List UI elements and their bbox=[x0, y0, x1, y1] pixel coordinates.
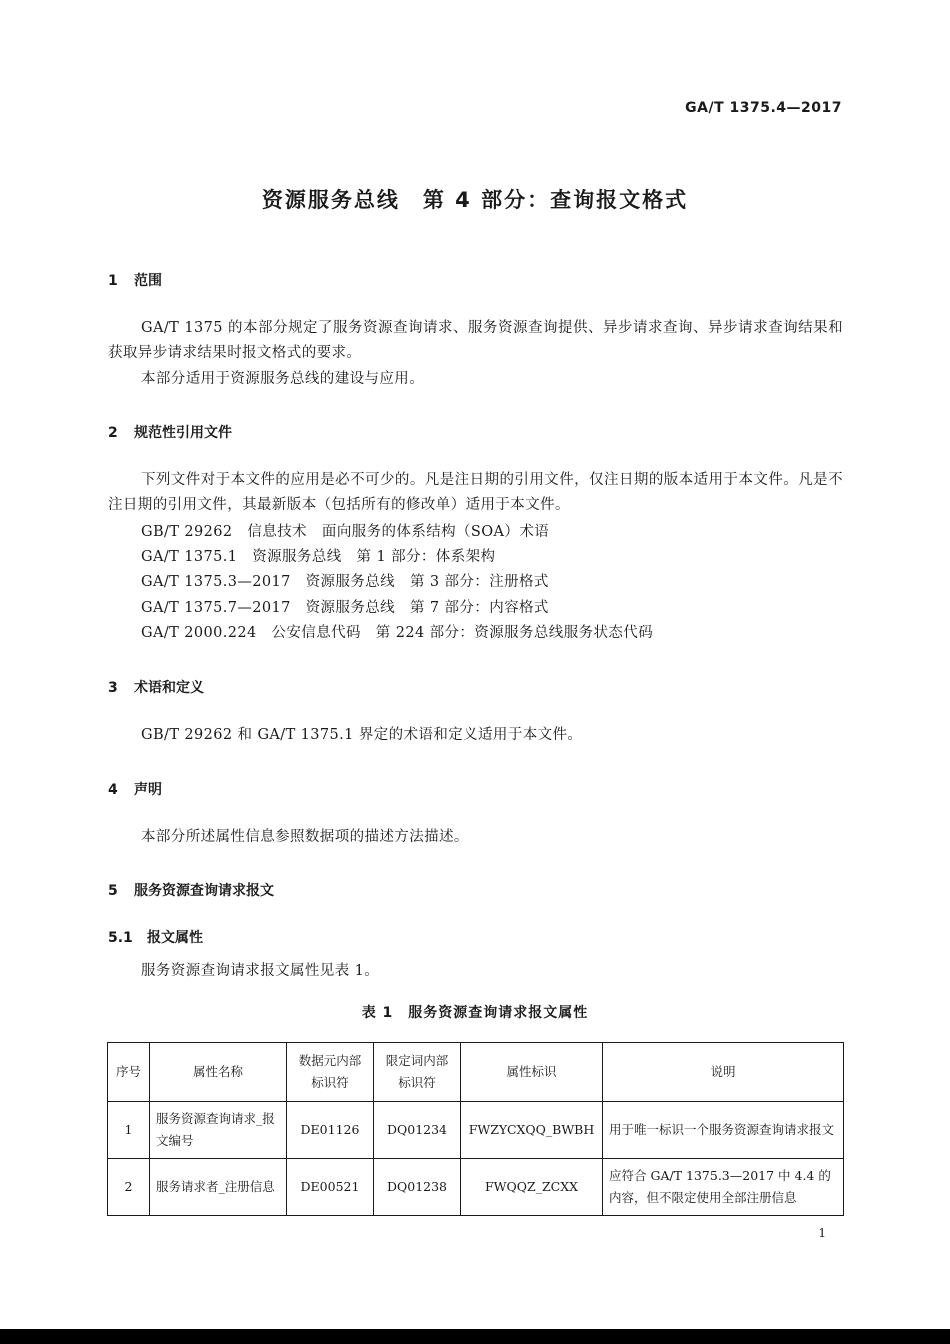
table-cell: 用于唯一标识一个服务资源查询请求报文 bbox=[603, 1102, 844, 1159]
table-cell: 服务资源查询请求_报文编号 bbox=[150, 1102, 287, 1159]
section-title: 范围 bbox=[134, 273, 162, 289]
section-2-paragraph-1: 下列文件对于本文件的应用是必不可少的。凡是注日期的引用文件，仅注日期的版本适用于本文件。凡是不注日期的引用文件，其最新版本（包括所有的修改单）适用于本文件。 bbox=[108, 472, 843, 513]
section-5-1-heading bbox=[108, 927, 203, 947]
section-title: 报文属性 bbox=[147, 930, 203, 946]
column-header: 属性名称 bbox=[150, 1043, 287, 1102]
reference-item: GA/T 1375.3—2017 资源服务总线 第 3 部分：注册格式 bbox=[141, 574, 549, 590]
section-number: 3 bbox=[108, 680, 118, 696]
page-number: 1 bbox=[818, 1226, 826, 1240]
section-title: 服务资源查询请求报文 bbox=[134, 883, 274, 899]
section-number: 1 bbox=[108, 273, 118, 289]
section-title: 声明 bbox=[134, 782, 162, 798]
section-5-1-paragraph-1: 服务资源查询请求报文属性见表 1。 bbox=[141, 963, 380, 979]
reference-item: GA/T 1375.1 资源服务总线 第 1 部分：体系架构 bbox=[141, 549, 496, 565]
section-title: 规范性引用文件 bbox=[134, 425, 232, 441]
section-3-paragraph-1: GB/T 29262 和 GA/T 1375.1 界定的术语和定义适用于本文件。 bbox=[141, 727, 583, 743]
section-number: 2 bbox=[108, 425, 118, 441]
table-cell: 应符合 GA/T 1375.3—2017 中 4.4 的内容，但不限定使用全部注册信息 bbox=[603, 1159, 844, 1216]
table-cell: 1 bbox=[108, 1102, 150, 1159]
table-cell: 服务请求者_注册信息 bbox=[150, 1159, 287, 1216]
section-number: 5 bbox=[108, 883, 118, 899]
table-header-row bbox=[108, 1043, 844, 1102]
section-4-paragraph-1: 本部分所述属性信息参照数据项的描述方法描述。 bbox=[141, 829, 469, 845]
reference-item: GA/T 1375.7—2017 资源服务总线 第 7 部分：内容格式 bbox=[141, 600, 549, 616]
section-number: 5.1 bbox=[108, 930, 133, 946]
section-1-heading bbox=[108, 270, 162, 290]
table-row bbox=[108, 1102, 844, 1159]
table-cell: DQ01238 bbox=[374, 1159, 461, 1216]
column-header: 数据元内部标识符 bbox=[287, 1043, 374, 1102]
section-2-heading bbox=[108, 422, 232, 442]
section-3-heading bbox=[108, 677, 204, 697]
attribute-table bbox=[107, 1042, 844, 1216]
table-cell: DQ01234 bbox=[374, 1102, 461, 1159]
column-header: 序号 bbox=[108, 1043, 150, 1102]
section-5-heading bbox=[108, 880, 274, 900]
section-number: 4 bbox=[108, 782, 118, 798]
column-header: 限定词内部标识符 bbox=[374, 1043, 461, 1102]
section-1-paragraph-2: 本部分适用于资源服务总线的建设与应用。 bbox=[141, 371, 425, 387]
document-title: 资源服务总线 第 4 部分：查询报文格式 bbox=[261, 188, 689, 212]
table-caption: 表 1 服务资源查询请求报文属性 bbox=[361, 1005, 589, 1021]
table-row bbox=[108, 1159, 844, 1216]
column-header: 属性标识 bbox=[461, 1043, 603, 1102]
table-cell: DE00521 bbox=[287, 1159, 374, 1216]
section-1-paragraph-1: GA/T 1375 的本部分规定了服务资源查询请求、服务资源查询提供、异步请求查询、异步请求查询结果和获取异步请求结果时报文格式的要求。 bbox=[108, 320, 843, 361]
section-title: 术语和定义 bbox=[134, 680, 204, 696]
column-header: 说明 bbox=[603, 1043, 844, 1102]
section-4-heading bbox=[108, 779, 162, 799]
table-cell: FWZYCXQQ_BWBH bbox=[461, 1102, 603, 1159]
reference-item: GA/T 2000.224 公安信息代码 第 224 部分：资源服务总线服务状态代码 bbox=[141, 625, 654, 641]
reference-item: GB/T 29262 信息技术 面向服务的体系结构（SOA）术语 bbox=[141, 524, 550, 540]
standard-code: GA/T 1375.4—2017 bbox=[685, 100, 842, 116]
page-bottom-border bbox=[0, 1329, 950, 1344]
table-cell: 2 bbox=[108, 1159, 150, 1216]
table-cell: DE01126 bbox=[287, 1102, 374, 1159]
table-cell: FWQQZ_ZCXX bbox=[461, 1159, 603, 1216]
